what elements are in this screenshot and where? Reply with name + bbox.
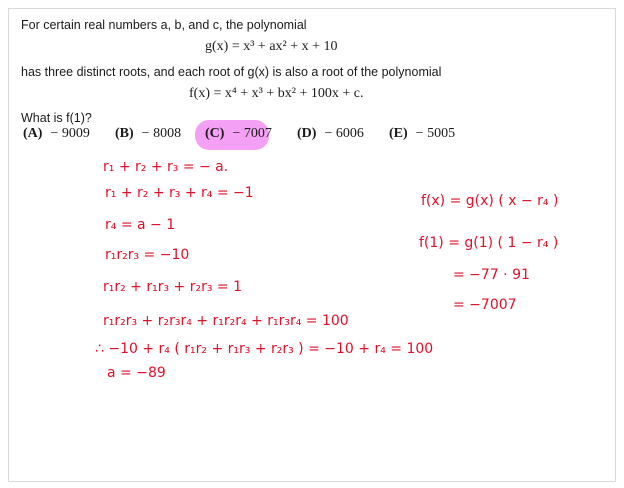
note-right-1: f(x) = g(x) ( x − r₄ ) [421,193,559,209]
choice-value: − 5005 [415,126,456,141]
choice-value: − 9009 [50,126,90,141]
equation-g: g(x) = x³ + ax² + x + 10 [205,39,338,54]
note-right-2: f(1) = g(1) ( 1 − r₄ ) [419,235,559,251]
problem-intro: For certain real numbers a, b, and c, the polynomial [21,18,307,32]
handwritten-notes [9,9,615,481]
note-right-4: = −7007 [453,297,517,313]
choice-letter: (A) [23,126,43,141]
document-page [8,8,616,482]
choice-value: − 7007 [232,126,272,141]
equation-f: f(x) = x⁴ + x³ + bx² + 100x + c. [189,86,364,101]
note-right-3: = −77 · 91 [453,267,530,283]
note-line-7: ∴ −10 + r₄ ( r₁r₂ + r₁r₃ + r₂r₃ ) = −10 + r₄ = 100 [95,341,434,357]
note-line-3: r₄ = a − 1 [105,217,176,233]
problem-question: What is f(1)? [21,111,92,125]
choice-letter: (D) [297,126,317,141]
choice-letter: (C) [205,126,225,141]
note-line-5: r₁r₂ + r₁r₃ + r₂r₃ = 1 [103,279,243,295]
note-line-8: a = −89 [107,365,166,381]
note-line-1: r₁ + r₂ + r₃ = − a. [103,159,229,175]
choice-value: − 6006 [324,126,364,141]
choice-letter: (B) [115,126,134,141]
note-line-4: r₁r₂r₃ = −10 [105,247,190,263]
problem-middle: has three distinct roots, and each root of g(x) is also a root of the polynomial [21,65,442,79]
note-line-6: r₁r₂r₃ + r₂r₃r₄ + r₁r₂r₄ + r₁r₃r₄ = 100 [103,313,349,329]
choice-letter: (E) [389,126,408,141]
choice-value: − 8008 [141,126,182,141]
note-line-2: r₁ + r₂ + r₃ + r₄ = −1 [105,185,254,201]
